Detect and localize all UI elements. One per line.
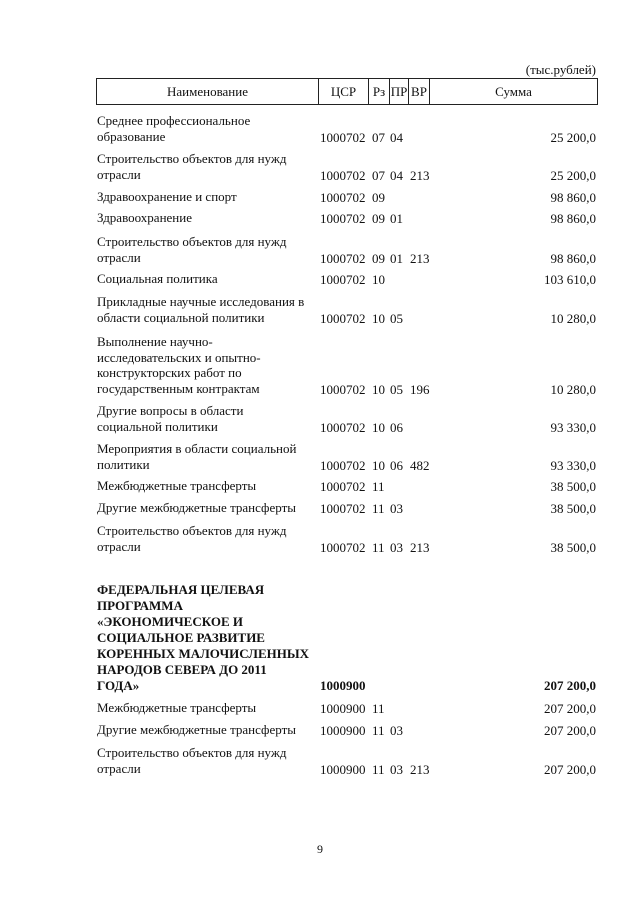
row-codes	[320, 382, 440, 398]
row-codes	[320, 540, 440, 556]
row-name: Строительство объектов для нужд отрасли	[97, 523, 287, 554]
row-pr: 06	[390, 458, 403, 473]
table-row	[0, 113, 640, 146]
table-row	[0, 210, 640, 227]
row-rz: 11	[372, 479, 385, 494]
row-vr: 213	[410, 251, 430, 266]
table-row	[0, 500, 640, 517]
row-codes	[320, 701, 440, 717]
row-rz: 10	[372, 311, 385, 326]
units-label: (тыс.рублей)	[525, 62, 596, 77]
row-codes	[320, 190, 440, 206]
row-sum: 93 330,0	[550, 420, 596, 435]
program-row	[0, 582, 640, 694]
row-csr: 1000702	[320, 168, 366, 183]
row-rz: 10	[372, 458, 385, 473]
row-sum: 207 200,0	[544, 723, 596, 738]
table-header	[96, 78, 598, 105]
row-csr: 1000702	[320, 501, 366, 516]
row-csr: 1000900	[320, 762, 366, 777]
row-sum: 207 200,0	[544, 701, 596, 716]
row-codes	[320, 130, 440, 146]
row-sum: 207 200,0	[544, 678, 596, 693]
table-row	[0, 700, 640, 717]
row-sum: 98 860,0	[550, 211, 596, 226]
row-sum: 207 200,0	[544, 762, 596, 777]
row-codes	[320, 678, 440, 694]
row-name: Здравоохранение и спорт	[97, 189, 237, 204]
table-row	[0, 334, 640, 398]
row-pr: 01	[390, 251, 403, 266]
row-rz: 11	[372, 540, 385, 555]
row-name: Межбюджетные трансферты	[97, 478, 257, 493]
row-name: Другие межбюджетные трансферты	[97, 500, 296, 515]
row-rz: 10	[372, 272, 385, 287]
table-row	[0, 151, 640, 184]
row-csr: 1000702	[320, 251, 366, 266]
row-pr: 03	[390, 540, 403, 555]
row-pr: 06	[390, 420, 403, 435]
row-csr: 1000702	[320, 540, 366, 555]
row-sum: 98 860,0	[550, 251, 596, 266]
program-title: ФЕДЕРАЛЬНАЯ ЦЕЛЕВАЯ ПРОГРАММА «ЭКОНОМИЧЕСКОЕ И СОЦИАЛЬНОЕ РАЗВИТИЕ КОРЕННЫХ МАЛОЧИСЛЕННЫХ НАРОДОВ СЕВЕРА ДО 2011 ГОДА»	[97, 582, 310, 693]
row-rz: 10	[372, 382, 385, 397]
row-name: Строительство объектов для нужд отрасли	[97, 745, 287, 776]
row-csr: 1000702	[320, 479, 366, 494]
row-sum: 25 200,0	[550, 130, 596, 145]
row-rz: 10	[372, 420, 385, 435]
row-rz: 09	[372, 190, 385, 205]
row-csr: 1000702	[320, 311, 366, 326]
row-rz: 11	[372, 723, 385, 738]
row-pr: 03	[390, 723, 403, 738]
row-csr: 1000900	[320, 678, 366, 693]
row-name: Социальная политика	[97, 271, 218, 286]
table-row	[0, 478, 640, 495]
page-number: 9	[317, 842, 323, 856]
row-name: Здравоохранение	[97, 210, 192, 225]
row-name: Другие вопросы в области социальной политики	[97, 403, 244, 434]
row-codes	[320, 723, 440, 739]
row-csr: 1000702	[320, 130, 366, 145]
table-row	[0, 441, 640, 474]
row-name: Межбюджетные трансферты	[97, 700, 257, 715]
row-name: Выполнение научно-исследовательских и опытно-конструкторских работ по государственным контрактам	[97, 334, 261, 396]
row-csr: 1000702	[320, 272, 366, 287]
row-sum: 98 860,0	[550, 190, 596, 205]
row-codes	[320, 501, 440, 517]
row-name: Мероприятия в области социальной политики	[97, 441, 297, 472]
row-csr: 1000900	[320, 701, 366, 716]
row-codes	[320, 479, 440, 495]
row-codes	[320, 762, 440, 778]
row-name: Строительство объектов для нужд отрасли	[97, 234, 287, 265]
row-sum: 103 610,0	[544, 272, 596, 287]
row-rz: 11	[372, 762, 385, 777]
row-codes	[320, 420, 440, 436]
row-name: Другие межбюджетные трансферты	[97, 722, 296, 737]
row-codes	[320, 311, 440, 327]
row-sum: 38 500,0	[550, 540, 596, 555]
row-pr: 05	[390, 311, 403, 326]
table-row	[0, 294, 640, 327]
row-rz: 07	[372, 130, 385, 145]
row-codes	[320, 168, 440, 184]
row-sum: 93 330,0	[550, 458, 596, 473]
row-csr: 1000702	[320, 458, 366, 473]
row-sum: 38 500,0	[550, 501, 596, 516]
row-vr: 213	[410, 540, 430, 555]
row-pr: 05	[390, 382, 403, 397]
row-pr: 03	[390, 501, 403, 516]
row-rz: 09	[372, 251, 385, 266]
row-vr: 213	[410, 762, 430, 777]
table-row	[0, 745, 640, 778]
row-name: Прикладные научные исследования в области социальной политики	[97, 294, 305, 325]
row-csr: 1000702	[320, 211, 366, 226]
header-csr: ЦСР	[319, 79, 369, 104]
row-csr: 1000702	[320, 382, 366, 397]
row-rz: 07	[372, 168, 385, 183]
header-rz: Рз	[369, 79, 390, 104]
row-pr: 04	[390, 168, 403, 183]
table-row	[0, 234, 640, 267]
row-vr: 482	[410, 458, 430, 473]
row-pr: 01	[390, 211, 403, 226]
table-row	[0, 722, 640, 739]
table-row	[0, 523, 640, 556]
table-row	[0, 189, 640, 206]
row-vr: 196	[410, 382, 430, 397]
row-csr: 1000900	[320, 723, 366, 738]
row-codes	[320, 251, 440, 267]
header-vr: ВР	[409, 79, 430, 104]
row-codes	[320, 272, 440, 288]
row-csr: 1000702	[320, 420, 366, 435]
header-name: Наименование	[97, 79, 319, 104]
row-sum: 10 280,0	[550, 311, 596, 326]
row-vr: 213	[410, 168, 430, 183]
row-rz: 11	[372, 501, 385, 516]
row-codes	[320, 458, 440, 474]
row-name: Строительство объектов для нужд отрасли	[97, 151, 287, 182]
row-sum: 38 500,0	[550, 479, 596, 494]
row-pr: 04	[390, 130, 403, 145]
row-sum: 25 200,0	[550, 168, 596, 183]
header-sum: Сумма	[495, 83, 532, 99]
row-rz: 09	[372, 211, 385, 226]
row-name: Среднее профессиональное образование	[97, 113, 251, 144]
row-codes	[320, 211, 440, 227]
row-pr: 03	[390, 762, 403, 777]
table-row	[0, 271, 640, 288]
table-row	[0, 403, 640, 436]
row-rz: 11	[372, 701, 385, 716]
header-pr: ПР	[390, 79, 409, 104]
row-sum: 10 280,0	[550, 382, 596, 397]
row-csr: 1000702	[320, 190, 366, 205]
